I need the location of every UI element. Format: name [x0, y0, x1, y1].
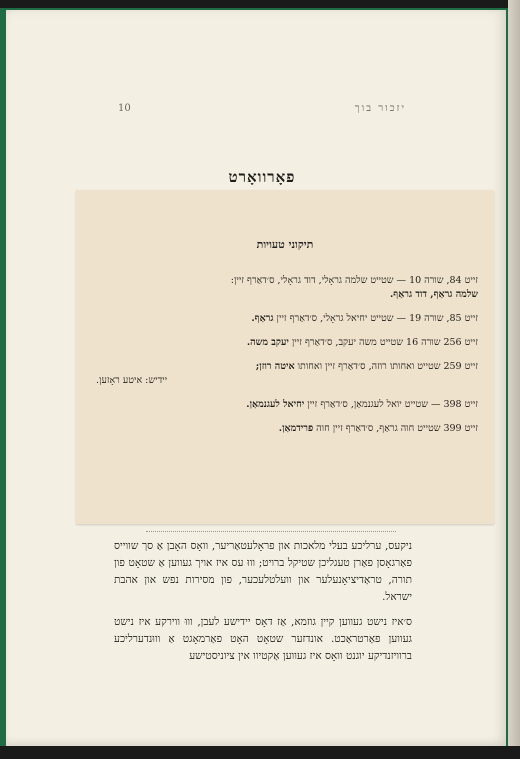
scan-top-edge: [0, 0, 520, 8]
errata-line: זייט 399 שטייט חוה גראַף, ס׳דאַרף זיין חוה פרידמאַן.: [278, 423, 478, 434]
errata-line: זייט 85, שורה 19 — שטייט יחיאל גראָלי, ס׳דאַרף זיין גראַף.: [251, 313, 478, 324]
errata-line: זייט 84, שורה 10 — שטייט שלמה גראָלי, דוד גראָלי, ס׳דאַרף זיין:: [230, 275, 478, 286]
errata-line: יידיש: איטע ראָזען.: [96, 375, 168, 386]
scan-bottom-edge: [0, 746, 520, 759]
body-text: [114, 538, 412, 673]
body-paragraph: ניקעס, ערליכע בעלי מלאכות און פראָלעטאַריער, וואָס האָבן אַ סך שווייס פאַרגאָסן פאַרן טעגליכן שטיקל ברויט; וווּ עס איז אויך געווען אַ שטאָט פון תורה, טראַדיציאָנעלער און וועלטלעכער, פון מסירות נפש און אהבת ישראל.: [114, 540, 412, 603]
errata-line: זייט 256 שורה 16 שטייט משה יעקב, ס׳דאַרף זיין יעקב משה.: [246, 337, 478, 348]
errata-title: תיקוני טעויות: [256, 238, 314, 251]
hidden-text-line: [146, 531, 396, 536]
page-stack-edge: [508, 0, 520, 759]
running-head: [118, 103, 406, 114]
errata-line: זייט 398 — שטייט יואל לעגנמאַן, ס׳דאַרף זיין יחיאל לעגנמאַן.: [246, 399, 478, 410]
errata-slip: [76, 190, 494, 524]
running-head-title: יזכור בוך: [354, 103, 406, 114]
body-paragraph: ס׳איז נישט געווען קיין גוזמא, אַז דאָס יידישע לעבן, וווּ ווירקע איז נישט געווען פאַרטראַכט. אונדזער שטאָט האָט פאַרמאָגט אַ וווּנדערליכע ברוויזנדיקע יוגנט וואָס איז געווען אַקטיוו אין ציוניסטישע: [114, 616, 412, 662]
page-number: 10: [118, 103, 131, 114]
errata-line: זייט 259 שטייט ואחותו רוזה, ס׳דאַרף זיין ואחותו איטה רוזן;: [255, 361, 478, 372]
errata-line: שלמה גראַף, דוד גראַף.: [389, 289, 478, 300]
errata-list: [96, 274, 478, 436]
chapter-title: פאָרוואָרט: [228, 168, 296, 186]
